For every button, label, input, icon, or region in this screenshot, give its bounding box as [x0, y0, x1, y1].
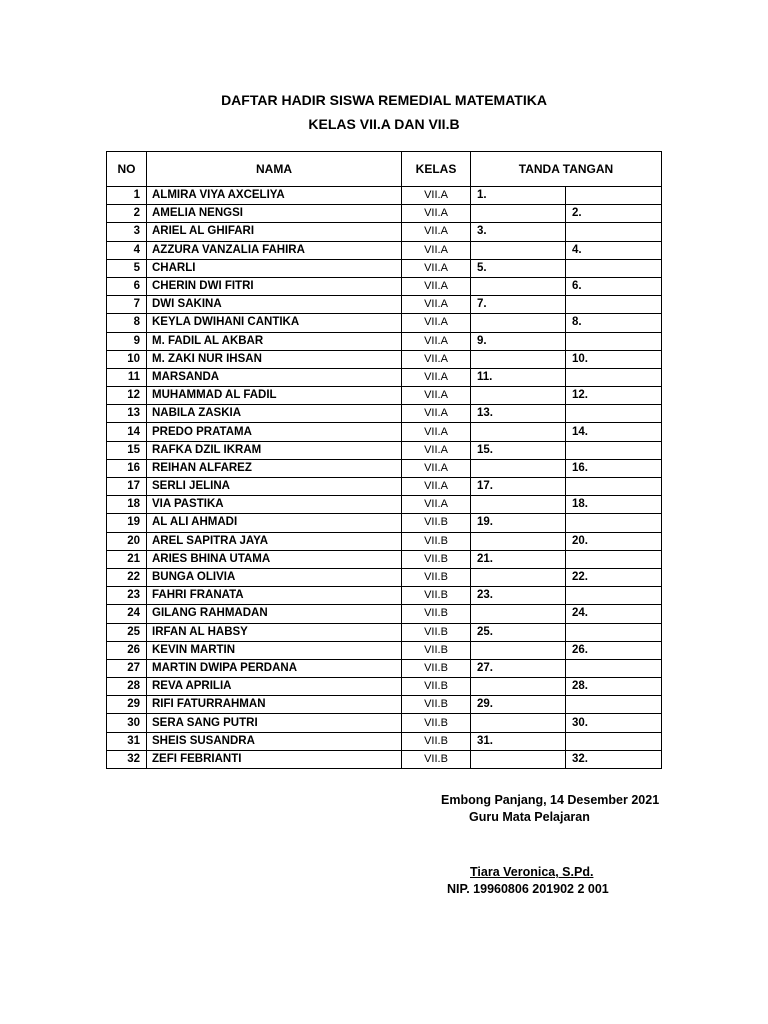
row-number: 30 [107, 714, 147, 732]
student-class: VII.A [402, 277, 471, 295]
row-number: 25 [107, 623, 147, 641]
student-name: CHARLI [147, 259, 402, 277]
signature-left: 9. [471, 332, 566, 350]
student-name: M. ZAKI NUR IHSAN [147, 350, 402, 368]
attendance-table [106, 151, 662, 769]
student-name: BUNGA OLIVIA [147, 568, 402, 586]
table-row [107, 714, 662, 732]
signature-left: 23. [471, 587, 566, 605]
signature-left [471, 387, 566, 405]
signature-left: 7. [471, 296, 566, 314]
student-class: VII.B [402, 750, 471, 768]
signature-left [471, 459, 566, 477]
table-row [107, 696, 662, 714]
student-name: SERA SANG PUTRI [147, 714, 402, 732]
table-row [107, 587, 662, 605]
signature-right: 4. [566, 241, 662, 259]
signature-left: 3. [471, 223, 566, 241]
student-name: SERLI JELINA [147, 478, 402, 496]
header-tanda-tangan: TANDA TANGAN [471, 152, 662, 187]
header-nama: NAMA [147, 152, 402, 187]
student-class: VII.B [402, 605, 471, 623]
student-name: FAHRI FRANATA [147, 587, 402, 605]
row-number: 8 [107, 314, 147, 332]
row-number: 17 [107, 478, 147, 496]
student-class: VII.B [402, 696, 471, 714]
student-name: GILANG RAHMADAN [147, 605, 402, 623]
row-number: 29 [107, 696, 147, 714]
signature-right: 32. [566, 750, 662, 768]
signature-right [566, 259, 662, 277]
student-class: VII.A [402, 259, 471, 277]
student-name: CHERIN DWI FITRI [147, 277, 402, 295]
row-number: 19 [107, 514, 147, 532]
signature-left: 19. [471, 514, 566, 532]
table-row [107, 205, 662, 223]
student-class: VII.A [402, 423, 471, 441]
student-name: RIFI FATURRAHMAN [147, 696, 402, 714]
student-name: VIA PASTIKA [147, 496, 402, 514]
signature-left: 21. [471, 550, 566, 568]
row-number: 27 [107, 659, 147, 677]
table-row [107, 732, 662, 750]
signature-left [471, 205, 566, 223]
place-date: Embong Panjang, 14 Desember 2021 [441, 793, 660, 807]
signature-left [471, 641, 566, 659]
signature-right [566, 223, 662, 241]
table-row [107, 314, 662, 332]
signature-left: 27. [471, 659, 566, 677]
document-subtitle: KELAS VII.A DAN VII.B [308, 116, 460, 132]
signature-left [471, 241, 566, 259]
document-title: DAFTAR HADIR SISWA REMEDIAL MATEMATIKA [221, 92, 547, 108]
student-name: AZZURA VANZALIA FAHIRA [147, 241, 402, 259]
student-class: VII.B [402, 659, 471, 677]
table-body [107, 187, 662, 769]
signature-right: 18. [566, 496, 662, 514]
signature-left: 11. [471, 368, 566, 386]
row-number: 18 [107, 496, 147, 514]
row-number: 32 [107, 750, 147, 768]
student-class: VII.A [402, 332, 471, 350]
signature-left [471, 714, 566, 732]
row-number: 24 [107, 605, 147, 623]
student-name: ARIEL AL GHIFARI [147, 223, 402, 241]
signature-left [471, 277, 566, 295]
student-class: VII.B [402, 623, 471, 641]
table-row [107, 659, 662, 677]
student-class: VII.A [402, 441, 471, 459]
table-row [107, 496, 662, 514]
table-row [107, 277, 662, 295]
student-class: VII.A [402, 187, 471, 205]
signature-right: 2. [566, 205, 662, 223]
student-class: VII.A [402, 350, 471, 368]
student-class: VII.B [402, 514, 471, 532]
signature-right [566, 696, 662, 714]
teacher-name: Tiara Veronica, S.Pd. [470, 865, 594, 879]
signature-left [471, 532, 566, 550]
table-row [107, 441, 662, 459]
row-number: 22 [107, 568, 147, 586]
table-row [107, 350, 662, 368]
student-name: AL ALI AHMADI [147, 514, 402, 532]
student-class: VII.A [402, 296, 471, 314]
signature-right [566, 587, 662, 605]
header-no: NO [107, 152, 147, 187]
teacher-nip: NIP. 19960806 201902 2 001 [447, 882, 609, 896]
table-row [107, 187, 662, 205]
student-class: VII.A [402, 459, 471, 477]
student-class: VII.B [402, 714, 471, 732]
table-row [107, 405, 662, 423]
signature-right [566, 441, 662, 459]
row-number: 7 [107, 296, 147, 314]
signature-right [566, 405, 662, 423]
student-name: REIHAN ALFAREZ [147, 459, 402, 477]
table-row [107, 241, 662, 259]
student-name: REVA APRILIA [147, 678, 402, 696]
student-class: VII.B [402, 568, 471, 586]
student-class: VII.A [402, 368, 471, 386]
row-number: 21 [107, 550, 147, 568]
student-class: VII.B [402, 678, 471, 696]
student-class: VII.B [402, 732, 471, 750]
table-row [107, 623, 662, 641]
table-row [107, 568, 662, 586]
student-name: SHEIS SUSANDRA [147, 732, 402, 750]
row-number: 6 [107, 277, 147, 295]
student-class: VII.A [402, 241, 471, 259]
signature-right: 12. [566, 387, 662, 405]
table-row [107, 532, 662, 550]
student-class: VII.A [402, 405, 471, 423]
student-name: DWI SAKINA [147, 296, 402, 314]
signature-left [471, 496, 566, 514]
table-row [107, 296, 662, 314]
row-number: 3 [107, 223, 147, 241]
signature-right [566, 732, 662, 750]
row-number: 16 [107, 459, 147, 477]
row-number: 2 [107, 205, 147, 223]
signature-right [566, 623, 662, 641]
signature-right: 30. [566, 714, 662, 732]
table-row [107, 459, 662, 477]
table-row [107, 605, 662, 623]
student-name: AMELIA NENGSI [147, 205, 402, 223]
student-class: VII.A [402, 205, 471, 223]
signature-right: 16. [566, 459, 662, 477]
signature-left [471, 568, 566, 586]
row-number: 26 [107, 641, 147, 659]
student-name: ZEFI FEBRIANTI [147, 750, 402, 768]
signature-right: 22. [566, 568, 662, 586]
student-name: KEYLA DWIHANI CANTIKA [147, 314, 402, 332]
signature-left [471, 678, 566, 696]
row-number: 12 [107, 387, 147, 405]
signature-right [566, 368, 662, 386]
student-class: VII.A [402, 496, 471, 514]
row-number: 5 [107, 259, 147, 277]
table-row [107, 641, 662, 659]
table-row [107, 514, 662, 532]
student-class: VII.B [402, 550, 471, 568]
row-number: 4 [107, 241, 147, 259]
signature-left: 15. [471, 441, 566, 459]
signature-right: 28. [566, 678, 662, 696]
signature-right: 26. [566, 641, 662, 659]
student-name: RAFKA DZIL IKRAM [147, 441, 402, 459]
row-number: 20 [107, 532, 147, 550]
student-name: IRFAN AL HABSY [147, 623, 402, 641]
student-class: VII.B [402, 532, 471, 550]
signature-right [566, 296, 662, 314]
row-number: 31 [107, 732, 147, 750]
table-row [107, 387, 662, 405]
student-name: MARSANDA [147, 368, 402, 386]
student-name: ARIES BHINA UTAMA [147, 550, 402, 568]
signature-left [471, 350, 566, 368]
student-name: AREL SAPITRA JAYA [147, 532, 402, 550]
table-header-row [107, 152, 662, 187]
signature-right: 10. [566, 350, 662, 368]
signature-left: 25. [471, 623, 566, 641]
signature-right [566, 550, 662, 568]
signature-left: 1. [471, 187, 566, 205]
row-number: 10 [107, 350, 147, 368]
signature-right [566, 659, 662, 677]
row-number: 14 [107, 423, 147, 441]
header-kelas: KELAS [402, 152, 471, 187]
signature-right [566, 332, 662, 350]
table-row [107, 332, 662, 350]
student-name: PREDO PRATAMA [147, 423, 402, 441]
row-number: 1 [107, 187, 147, 205]
student-class: VII.A [402, 387, 471, 405]
signature-right: 24. [566, 605, 662, 623]
signature-left [471, 423, 566, 441]
row-number: 28 [107, 678, 147, 696]
signature-left: 13. [471, 405, 566, 423]
row-number: 9 [107, 332, 147, 350]
signature-right: 14. [566, 423, 662, 441]
signature-right: 6. [566, 277, 662, 295]
student-name: M. FADIL AL AKBAR [147, 332, 402, 350]
student-name: ALMIRA VIYA AXCELIYA [147, 187, 402, 205]
table-row [107, 223, 662, 241]
signature-left [471, 605, 566, 623]
signature-right [566, 187, 662, 205]
signature-right [566, 478, 662, 496]
table-row [107, 478, 662, 496]
student-class: VII.B [402, 587, 471, 605]
student-name: MUHAMMAD AL FADIL [147, 387, 402, 405]
student-name: NABILA ZASKIA [147, 405, 402, 423]
table-row [107, 368, 662, 386]
signatory-role: Guru Mata Pelajaran [469, 810, 590, 824]
student-name: KEVIN MARTIN [147, 641, 402, 659]
row-number: 13 [107, 405, 147, 423]
row-number: 15 [107, 441, 147, 459]
signature-left: 5. [471, 259, 566, 277]
table-row [107, 550, 662, 568]
table-row [107, 423, 662, 441]
table-row [107, 259, 662, 277]
student-class: VII.A [402, 223, 471, 241]
row-number: 23 [107, 587, 147, 605]
student-class: VII.B [402, 641, 471, 659]
signature-right: 8. [566, 314, 662, 332]
row-number: 11 [107, 368, 147, 386]
signature-right: 20. [566, 532, 662, 550]
student-class: VII.A [402, 314, 471, 332]
student-class: VII.A [402, 478, 471, 496]
signature-left [471, 314, 566, 332]
signature-left: 17. [471, 478, 566, 496]
signature-left: 31. [471, 732, 566, 750]
signature-left: 29. [471, 696, 566, 714]
table-row [107, 678, 662, 696]
signature-left [471, 750, 566, 768]
student-name: MARTIN DWIPA PERDANA [147, 659, 402, 677]
signature-right [566, 514, 662, 532]
table-row [107, 750, 662, 768]
